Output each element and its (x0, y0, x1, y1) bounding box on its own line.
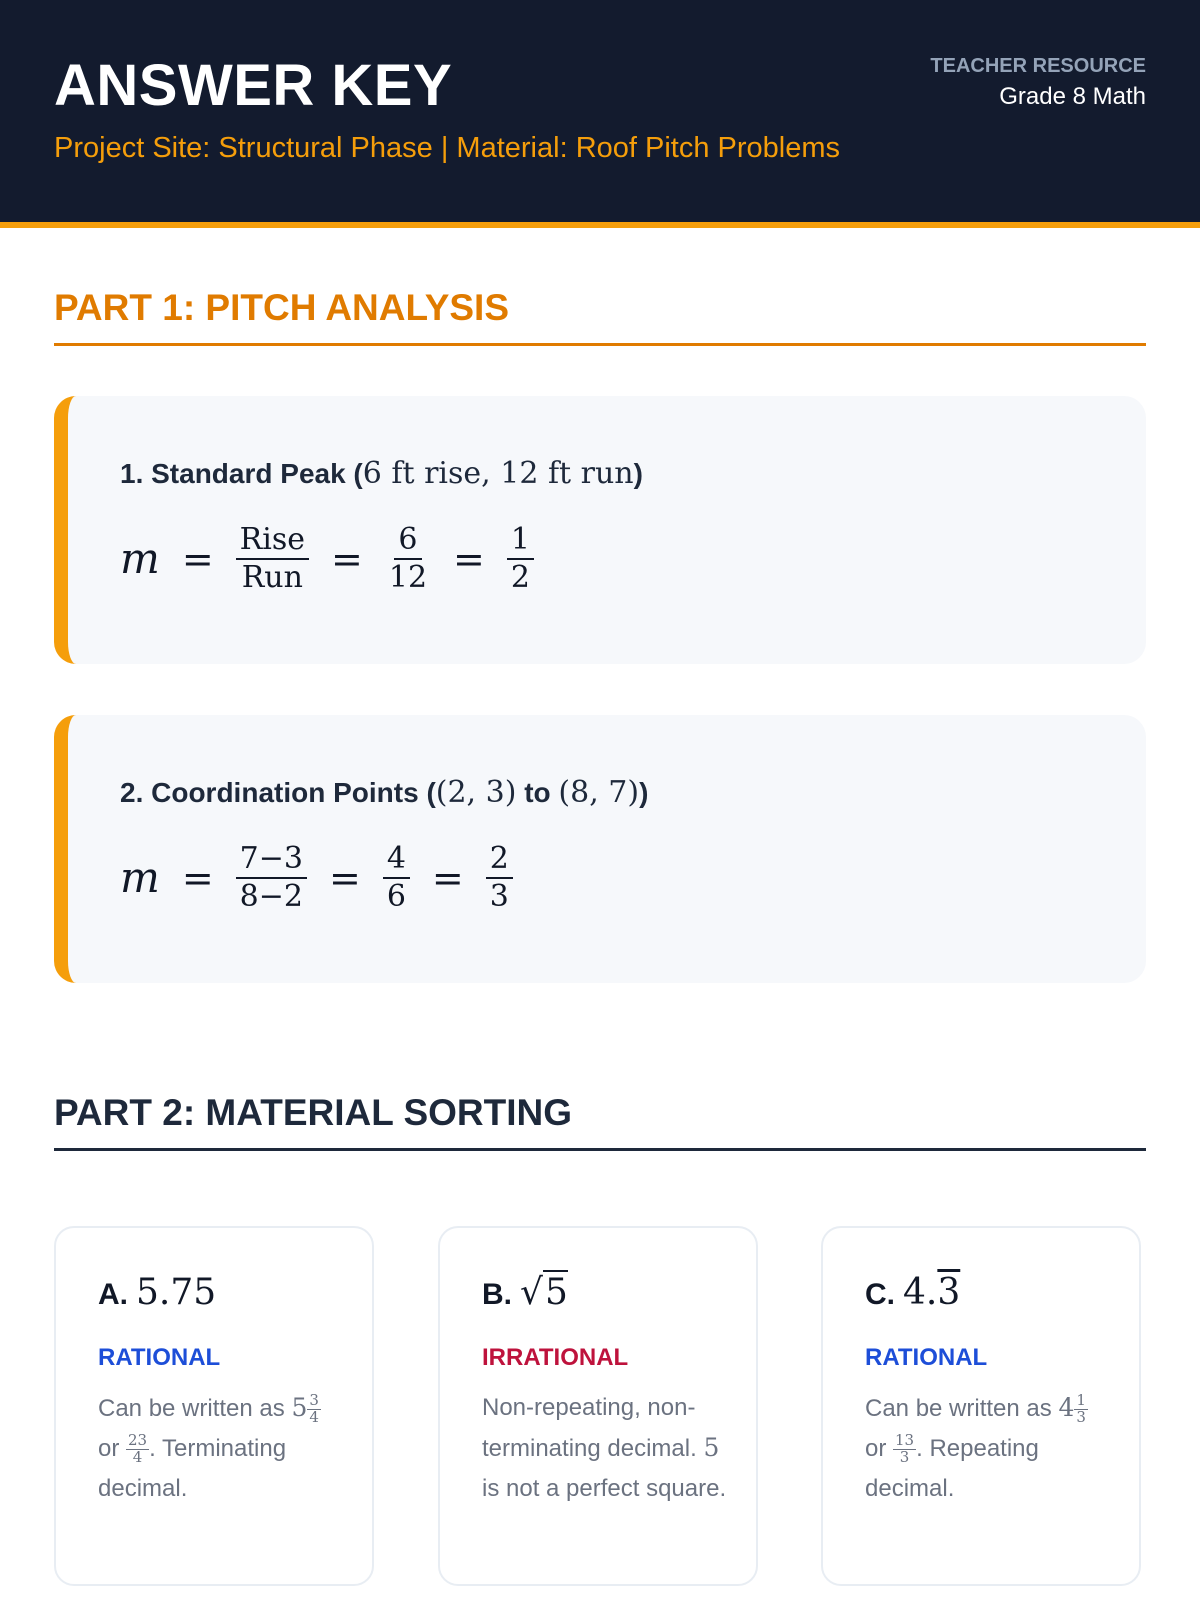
fraction-numerator: Rise (236, 524, 309, 560)
mixed-fraction (307, 1393, 321, 1426)
sqrt-symbol: √ (520, 1272, 543, 1313)
fraction-denominator: 8−2 (239, 878, 303, 914)
problem-2-label: 2. Coordination Points ( (120, 777, 436, 808)
slope-variable: m (120, 534, 160, 583)
problem-2-label-mid: to (516, 777, 559, 808)
classification-badge: IRRATIONAL (482, 1344, 629, 1371)
material-card-b (438, 1226, 758, 1586)
fraction-values (383, 843, 410, 912)
problem-card-1 (54, 396, 1146, 664)
mixed-fraction (1074, 1393, 1088, 1426)
equals-sign: = (453, 536, 485, 581)
repeating-digit: 3 (937, 1272, 961, 1313)
problem-2-equation (120, 843, 513, 912)
card-description (865, 1388, 1115, 1509)
equals-sign: = (181, 536, 214, 581)
fraction-values (385, 524, 431, 593)
fraction-denominator: 3 (1076, 1408, 1086, 1427)
card-letter: A. (98, 1278, 128, 1311)
part1-heading: PART 1: PITCH ANALYSIS (54, 287, 1146, 346)
card-number: 5.75 (136, 1272, 217, 1313)
material-card-a (54, 1226, 374, 1586)
desc-text: Non-repeating, non-terminating decimal. (482, 1394, 704, 1462)
mixed-whole: 5 (291, 1393, 308, 1422)
problem-1-title (120, 456, 643, 491)
fraction-differences (236, 843, 307, 912)
fraction-numerator: 23 (128, 1431, 148, 1450)
desc-math: 5 (703, 1433, 720, 1462)
part2-heading: PART 2: MATERIAL SORTING (54, 1092, 1146, 1151)
card-description (98, 1388, 348, 1509)
desc-text: or (98, 1435, 127, 1462)
card-number (520, 1272, 568, 1313)
equals-sign: = (181, 855, 214, 900)
classification-badge: RATIONAL (98, 1344, 221, 1371)
fraction-denominator: 6 (386, 878, 406, 914)
card-a-header (98, 1272, 216, 1313)
problem-1-label-end: ) (633, 458, 643, 489)
fraction-numerator: 4 (383, 843, 410, 879)
card-number (903, 1272, 960, 1313)
fraction-denominator: 3 (899, 1448, 910, 1467)
desc-text: . Terminating decimal. (98, 1435, 287, 1502)
fraction-denominator: 2 (510, 559, 530, 595)
slope-variable: m (120, 853, 160, 902)
classification-badge: RATIONAL (865, 1344, 988, 1371)
improper-fraction (126, 1433, 149, 1466)
problem-1-label: 1. Standard Peak ( (120, 458, 363, 489)
card-letter: C. (865, 1278, 895, 1311)
fraction-simplified (507, 524, 534, 593)
fraction-denominator: Run (241, 559, 303, 595)
point-1: (2, 3) (435, 775, 517, 810)
material-card-c (821, 1226, 1141, 1586)
desc-text: Can be written as (98, 1395, 292, 1422)
fraction-denominator: 4 (309, 1408, 319, 1427)
problem-2-title (120, 775, 648, 810)
radicand: 5 (544, 1272, 568, 1313)
card-b-header (482, 1272, 568, 1313)
fraction-numerator: 3 (309, 1391, 319, 1410)
problem-card-2 (54, 715, 1146, 983)
problem-1-givens: 6 ft rise, 12 ft run (362, 456, 634, 491)
card-description (482, 1388, 732, 1509)
fraction-numerator: 6 (394, 524, 421, 560)
fraction-denominator: 3 (489, 878, 509, 914)
fraction-rise-run (236, 524, 309, 593)
desc-text: . Repeating decimal. (865, 1435, 1039, 1502)
grade-label: Grade 8 Math (999, 83, 1146, 110)
mixed-whole: 4 (1058, 1393, 1075, 1422)
fraction-denominator: 4 (132, 1448, 143, 1467)
desc-text: or (865, 1435, 894, 1462)
card-letter: B. (482, 1278, 512, 1311)
number-base: 4. (903, 1272, 938, 1313)
desc-text: is not a perfect square. (482, 1475, 727, 1502)
problem-1-equation (120, 524, 534, 593)
page-subtitle: Project Site: Structural Phase | Material: Roof Pitch Problems (54, 132, 841, 164)
fraction-numerator: 13 (895, 1431, 915, 1450)
equals-sign: = (328, 855, 361, 900)
problem-2-label-end: ) (639, 777, 649, 808)
card-c-header (865, 1272, 960, 1313)
fraction-simplified (486, 843, 513, 912)
point-2: (8, 7) (558, 775, 640, 810)
improper-fraction (893, 1433, 916, 1466)
fraction-numerator: 2 (486, 843, 513, 879)
fraction-numerator: 1 (507, 524, 534, 560)
header (0, 0, 1200, 228)
resource-badge-label: TEACHER RESOURCE (930, 55, 1146, 77)
fraction-numerator: 7−3 (236, 843, 307, 879)
fraction-numerator: 1 (1076, 1391, 1086, 1410)
equals-sign: = (431, 855, 464, 900)
fraction-denominator: 12 (388, 559, 428, 595)
desc-text: Can be written as (865, 1395, 1059, 1422)
equals-sign: = (331, 536, 363, 581)
page-title: ANSWER KEY (54, 53, 453, 118)
